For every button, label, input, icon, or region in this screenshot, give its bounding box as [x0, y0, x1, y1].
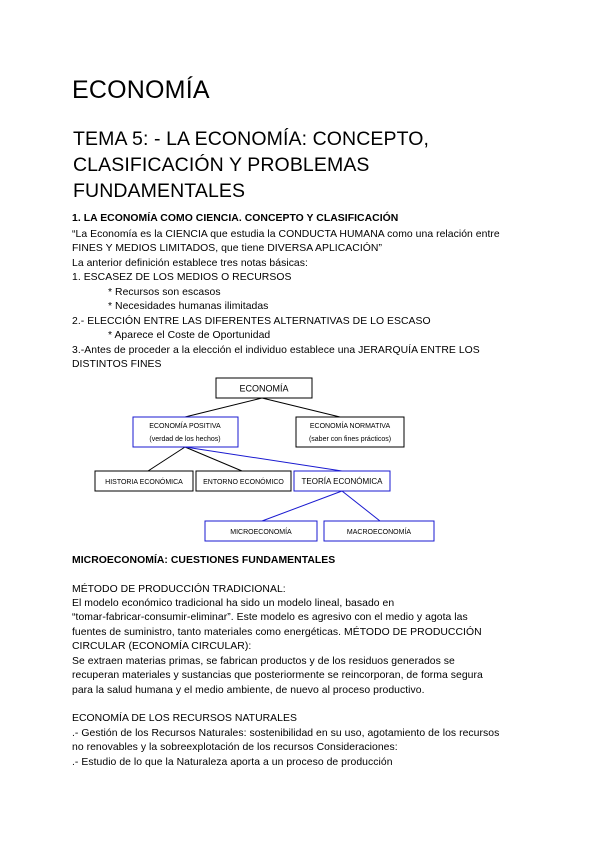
- connector-teoria-macro: [342, 491, 380, 521]
- note-1-bullet-2: * Necesidades humanas ilimitadas: [108, 301, 269, 312]
- metodo-line-1: MÉTODO DE PRODUCCIÓN TRADICIONAL:: [72, 584, 286, 595]
- connector-teoria-micro: [262, 491, 342, 521]
- metodo-line-5: CIRCULAR (ECONOMÍA CIRCULAR):: [72, 641, 252, 652]
- metodo-line-4: fuentes de suministro, tanto materiales como energéticas. MÉTODO DE PRODUCCIÓN: [72, 627, 482, 638]
- tema-title-line-3: FUNDAMENTALES: [73, 180, 246, 202]
- notes-intro: La anterior definición establece tres notas básicas:: [72, 258, 308, 269]
- connector-positiva-teoria: [185, 447, 342, 471]
- recursos-heading: ECONOMÍA DE LOS RECURSOS NATURALES: [72, 713, 297, 724]
- label-positiva-1: ECONOMÍA POSITIVA: [149, 423, 221, 430]
- note-1: 1. ESCASEZ DE LOS MEDIOS O RECURSOS: [72, 272, 292, 283]
- note-2-bullet-1: * Aparece el Coste de Oportunidad: [108, 330, 271, 341]
- recursos-line-2: no renovables y la sobreexplotación de los recursos Consideraciones:: [72, 742, 398, 753]
- definition-line-2: FINES Y MEDIOS LIMITADOS, que tiene DIVERSA APLICACIÓN”: [72, 243, 382, 254]
- label-economia: ECONOMÍA: [239, 383, 289, 394]
- label-positiva-2: (verdad de los hechos): [149, 436, 221, 443]
- connector-positiva-historia: [148, 447, 185, 471]
- definition-line-1: “La Economía es la CIENCIA que estudia la CONDUCTA HUMANA como una relación entre: [72, 229, 500, 240]
- label-entorno: ENTORNO ECONÓMICO: [203, 479, 284, 486]
- label-normativa-1: ECONOMÍA NORMATIVA: [309, 423, 391, 430]
- connector-economia-positiva: [185, 398, 262, 417]
- note-2: 2.- ELECCIÓN ENTRE LAS DIFERENTES ALTERNATIVAS DE LO ESCASO: [72, 316, 431, 327]
- connector-economia-normativa: [262, 398, 340, 417]
- recursos-line-3: .- Estudio de lo que la Naturaleza aporta a un proceso de producción: [72, 757, 393, 768]
- note-3-line-1: 3.-Antes de proceder a la elección el individuo establece una JERARQUÍA ENTRE LOS: [72, 345, 480, 356]
- label-micro: MICROECONOMÍA: [230, 529, 292, 536]
- metodo-line-2: El modelo económico tradicional ha sido un modelo lineal, basado en: [72, 598, 395, 609]
- microeconomia-heading: MICROECONOMÍA: CUESTIONES FUNDAMENTALES: [72, 555, 336, 566]
- metodo-line-8: para la salud humana y el medio ambiente, de nuevo al proceso productivo.: [72, 685, 425, 696]
- tema-title-line-2: CLASIFICACIÓN Y PROBLEMAS: [73, 154, 370, 176]
- document-title: ECONOMÍA: [72, 76, 210, 104]
- section-1-heading: 1. LA ECONOMÍA COMO CIENCIA. CONCEPTO Y CLASIFICACIÓN: [72, 213, 399, 224]
- connector-positiva-entorno: [185, 447, 242, 471]
- metodo-line-6: Se extraen materias primas, se fabrican productos y de los residuos generados se: [72, 656, 455, 667]
- note-1-bullet-1: * Recursos son escasos: [108, 287, 221, 298]
- label-normativa-2: (saber con fines prácticos): [308, 436, 392, 443]
- recursos-line-1: .- Gestión de los Recursos Naturales: sostenibilidad en su uso, agotamiento de los recursos: [72, 728, 500, 739]
- note-3-line-2: DISTINTOS FINES: [72, 359, 162, 370]
- metodo-line-7: recuperan materiales y sustancias que posteriormente se reincorporan, de forma segura: [72, 670, 483, 681]
- metodo-line-3: “tomar-fabricar-consumir-eliminar”. Este modelo es agresivo con el medio y agota las: [72, 612, 468, 623]
- label-macro: MACROECONOMÍA: [346, 529, 412, 536]
- tema-title-line-1: TEMA 5: - LA ECONOMÍA: CONCEPTO,: [73, 128, 430, 150]
- label-historia: HISTORIA ECONÓMICA: [105, 479, 183, 486]
- label-teoria: TEORÍA ECONÓMICA: [301, 477, 383, 486]
